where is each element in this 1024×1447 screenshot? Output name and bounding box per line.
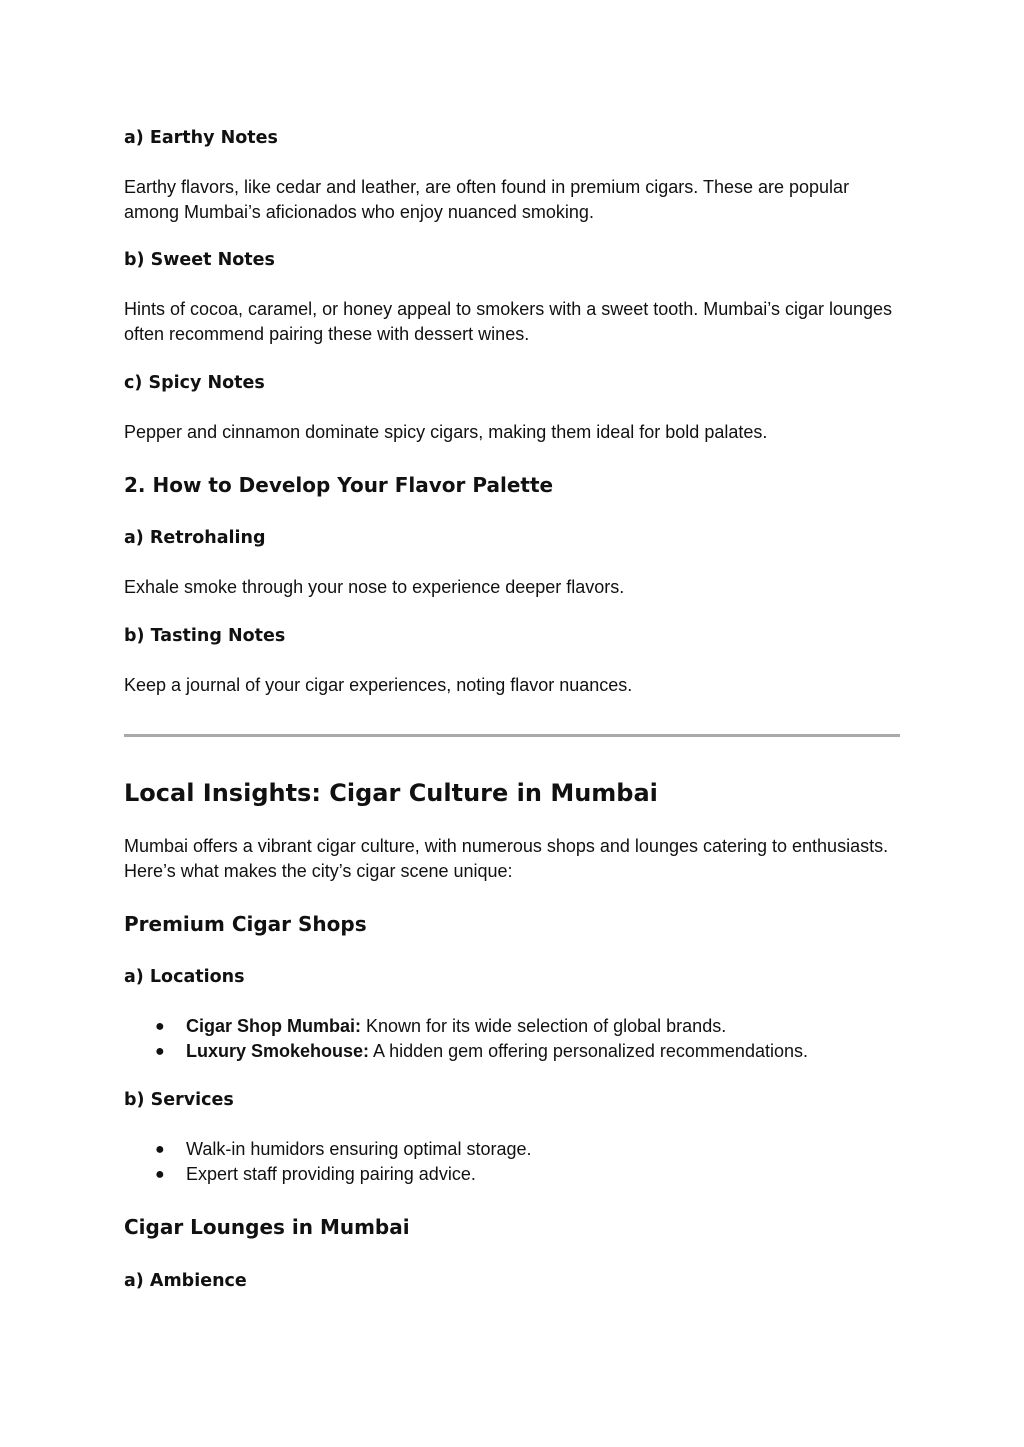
local-insights-heading: Local Insights: Cigar Culture in Mumbai bbox=[124, 779, 658, 807]
flavor-palette-heading: 2. How to Develop Your Flavor Palette bbox=[124, 473, 554, 497]
earthy-notes-body: Earthy flavors, like cedar and leather, are often found in premium cigars. These are popular among Mumbai’s aficionados who enjoy nuanced smoking. bbox=[124, 177, 850, 222]
list-item bbox=[124, 1014, 900, 1039]
section-divider bbox=[124, 734, 900, 737]
list-item bbox=[124, 1137, 900, 1162]
list-item bbox=[124, 1039, 900, 1064]
earthy-notes-heading: a) Earthy Notes bbox=[124, 128, 278, 148]
sweet-notes-heading: b) Sweet Notes bbox=[124, 250, 275, 270]
services-list bbox=[124, 1137, 900, 1187]
retrohaling-body: Exhale smoke through your nose to experience deeper flavors. bbox=[124, 577, 625, 597]
bullet-icon: ● bbox=[155, 1043, 165, 1060]
bullet-icon: ● bbox=[155, 1166, 165, 1183]
shop-name: Luxury Smokehouse: bbox=[186, 1041, 370, 1061]
premium-shops-heading: Premium Cigar Shops bbox=[124, 912, 367, 936]
local-insights-intro: Mumbai offers a vibrant cigar culture, with numerous shops and lounges catering to enthusiasts. Here’s what makes the city’s cigar scene unique: bbox=[124, 836, 889, 881]
shop-description: Known for its wide selection of global brands. bbox=[361, 1016, 727, 1036]
service-text: Walk-in humidors ensuring optimal storage. bbox=[186, 1139, 532, 1159]
spicy-notes-body: Pepper and cinnamon dominate spicy cigars, making them ideal for bold palates. bbox=[124, 422, 768, 442]
locations-list bbox=[124, 1014, 900, 1064]
sweet-notes-body: Hints of cocoa, caramel, or honey appeal to smokers with a sweet tooth. Mumbai’s cigar lounges often recommend pairing these with dessert wines. bbox=[124, 299, 893, 344]
tasting-notes-heading: b) Tasting Notes bbox=[124, 626, 286, 646]
service-text: Expert staff providing pairing advice. bbox=[186, 1164, 476, 1184]
services-heading: b) Services bbox=[124, 1090, 234, 1110]
locations-heading: a) Locations bbox=[124, 967, 245, 987]
cigar-lounges-heading: Cigar Lounges in Mumbai bbox=[124, 1215, 410, 1239]
bullet-icon: ● bbox=[155, 1018, 165, 1035]
bullet-icon: ● bbox=[155, 1141, 165, 1158]
retrohaling-heading: a) Retrohaling bbox=[124, 528, 266, 548]
ambience-heading: a) Ambience bbox=[124, 1271, 247, 1291]
shop-description: A hidden gem offering personalized recommendations. bbox=[369, 1041, 808, 1061]
tasting-notes-body: Keep a journal of your cigar experiences, noting flavor nuances. bbox=[124, 675, 633, 695]
shop-name: Cigar Shop Mumbai: bbox=[186, 1016, 361, 1036]
list-item bbox=[124, 1162, 900, 1187]
spicy-notes-heading: c) Spicy Notes bbox=[124, 373, 265, 393]
